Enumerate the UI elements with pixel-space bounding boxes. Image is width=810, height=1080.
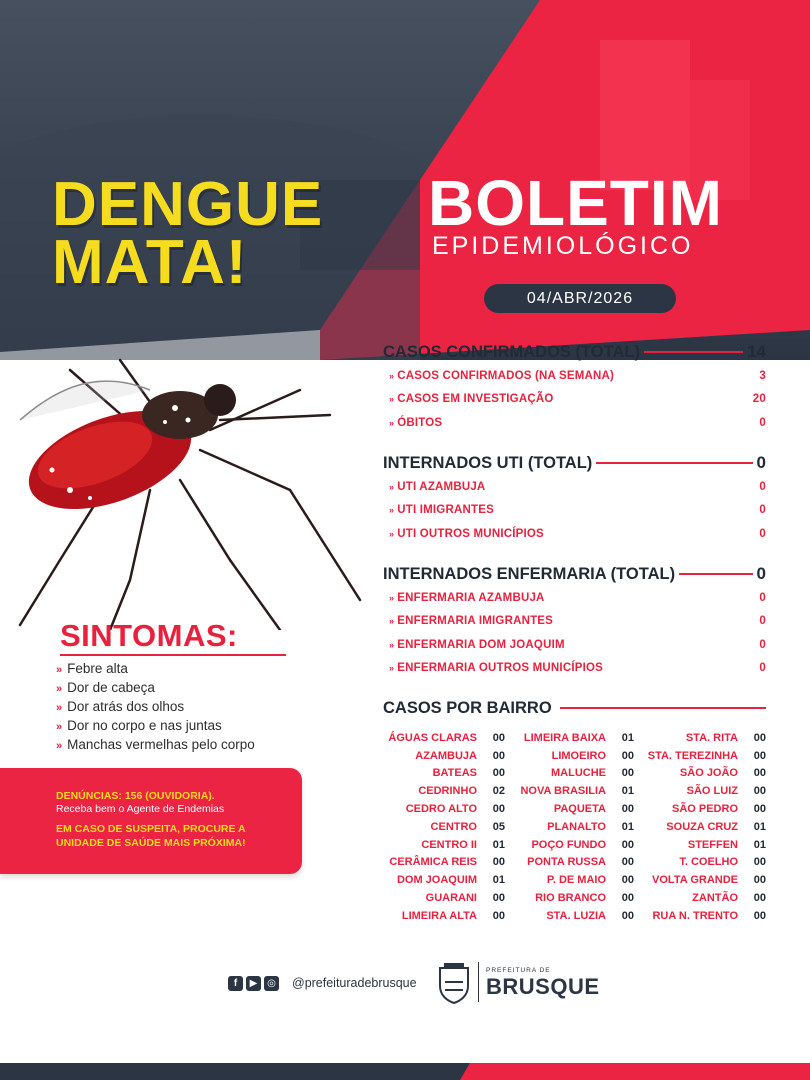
bairro-row [636,747,766,765]
bairro-row [636,889,766,907]
bairros-title-rule [560,707,766,709]
bairro-count: 00 [621,874,634,887]
bairro-count: 00 [621,803,634,816]
stat-sub-value: 0 [759,661,766,674]
symptom-text: Dor de cabeça [67,680,155,695]
youtube-icon[interactable]: ▶ [246,976,261,991]
bairro-name: SÃO PEDRO [671,803,738,816]
bairro-count: 00 [492,803,505,816]
bullet-marker: » [389,528,395,539]
bairro-row [508,800,634,818]
bairro-count: 00 [621,767,634,780]
stat-total-row [383,452,766,474]
bairro-count: 00 [753,892,766,905]
bairro-row [375,818,505,836]
stat-total-rule [679,573,752,575]
bairro-count: 01 [753,838,766,851]
bairro-name: T. COELHO [679,856,738,869]
symptom-text: Dor no corpo e nas juntas [67,718,222,733]
bairro-name: CENTRO II [421,838,477,851]
bairros-column [375,729,505,925]
bulletin-subtitle: EPIDEMIOLÓGICO [432,232,694,260]
bairro-row [508,729,634,747]
footer-divider [478,962,479,1002]
bairro-name: VOLTA GRANDE [652,874,738,887]
bairro-row [636,907,766,925]
bairro-count: 00 [621,856,634,869]
stat-sub-row [389,479,766,495]
bairro-row [375,907,505,925]
stat-sub-value: 0 [759,527,766,540]
bairro-row [375,747,505,765]
bairro-count: 05 [492,820,505,833]
stat-sub-row [389,637,766,653]
bairro-name: SÃO LUIZ [686,785,738,798]
bairro-count: 00 [753,785,766,798]
bairro-name: PAQUETA [553,803,606,816]
bullet-marker: » [56,683,63,695]
stat-total-value: 0 [756,564,766,583]
bairro-name: GUARANI [425,892,477,905]
stat-sub-value: 0 [759,481,766,493]
stat-sub-label-wrap [389,592,545,604]
bairro-name: ÁGUAS CLARAS [388,731,477,744]
bullet-marker: » [389,371,395,381]
bairro-name: AZAMBUJA [415,749,477,762]
bairro-count: 00 [621,838,634,851]
bairro-name: DOM JOAQUIM [396,874,477,887]
stat-sub-label: ÓBITOS [397,416,443,429]
bairro-name: ZANTÃO [692,892,738,905]
stat-sub-label-wrap [389,393,554,405]
stat-sub-label-wrap [389,639,565,651]
bairro-row [508,818,634,836]
stat-total-row [383,341,766,363]
stat-sub-row [389,415,766,431]
bairro-name: RIO BRANCO [535,892,606,905]
bairro-row [636,800,766,818]
bairro-count: 00 [621,909,634,922]
bairro-count: 01 [753,820,766,833]
bairro-row [375,836,505,854]
symptom-text: Febre alta [67,661,128,676]
bairro-row [636,782,766,800]
bairro-count: 00 [492,909,505,922]
brusque-crest-icon [436,962,472,1004]
bairro-name: PLANALTO [547,820,606,833]
bairro-name: CERÂMICA REIS [389,856,477,869]
bairro-count: 00 [753,749,766,762]
bairro-name: STEFFEN [687,838,738,851]
stat-sub-label: ENFERMARIA IMIGRANTES [397,615,554,628]
bairro-count: 02 [492,785,505,798]
bairro-name: SOUZA CRUZ [666,820,738,833]
symptom-item [56,717,255,736]
bairro-name: STA. LUZIA [546,909,606,922]
stat-sub-label-wrap [389,417,442,429]
bullet-marker: » [56,664,63,676]
bairro-count: 00 [753,731,766,744]
symptom-item [56,679,255,698]
stat-sub-value: 20 [752,393,766,406]
bullet-marker: » [389,616,395,627]
symptoms-divider [60,654,286,656]
stat-sub-value: 0 [759,592,766,604]
bairro-count: 00 [492,731,505,744]
bairro-count: 00 [492,892,505,905]
bairro-row [508,889,634,907]
bottom-band [0,1063,810,1080]
stat-sub-label: ENFERMARIA DOM JOAQUIM [397,638,565,651]
bairro-count: 00 [753,856,766,869]
bairro-name: MALUCHE [551,767,606,780]
bairro-name: SÃO JOÃO [679,767,738,780]
bairro-name: BATEAS [432,767,477,780]
bairro-count: 01 [492,874,505,887]
stat-sub-row [389,368,766,384]
bullet-marker: » [56,721,63,733]
stat-sub-label-wrap [389,504,494,516]
bairro-count: 00 [492,767,505,780]
symptom-item [56,660,255,679]
symptoms-list [56,660,255,755]
bullet-marker: » [56,740,63,752]
bullet-marker: » [56,702,63,714]
bairro-count: 01 [492,838,505,851]
bairro-name: NOVA BRASILIA [520,785,606,798]
social-icons [228,976,279,991]
bairro-count: 00 [753,909,766,922]
bairro-count: 00 [753,874,766,887]
bairro-name: PONTA RUSSA [527,856,606,869]
bullet-marker: » [389,394,395,405]
bairro-name: STA. RITA [685,731,738,744]
stat-sub-value: 0 [759,615,766,628]
stat-sub-value: 0 [759,416,766,429]
bairro-count: 00 [621,892,634,905]
bairro-row [375,854,505,872]
bairro-name: P. DE MAIO [546,874,606,887]
bairro-name: LIMEIRA ALTA [401,909,477,922]
facebook-icon[interactable]: f [228,976,243,991]
symptom-text: Manchas vermelhas pelo corpo [67,737,255,752]
symptoms-title: SINTOMAS: [60,618,238,653]
instagram-icon[interactable]: ◎ [264,976,279,991]
stat-total-rule [644,351,743,353]
stat-sub-row [389,502,766,518]
info-box [0,768,302,874]
bullet-marker: » [389,639,395,650]
bairro-count: 00 [753,803,766,816]
stat-sub-row [389,613,766,629]
stat-sub-label: ENFERMARIA OUTROS MUNICÍPIOS [397,661,604,674]
bairro-row [636,854,766,872]
bairro-name: CENTRO [430,820,477,833]
bairro-count: 00 [492,749,505,762]
bulletin-date: 04/ABR/2026 [484,284,676,313]
bairro-count: 00 [621,749,634,762]
bairro-count: 00 [492,856,505,869]
stat-total-rule [596,462,752,464]
bairro-row [508,765,634,783]
bulletin-title: BOLETIM [428,167,723,239]
stat-sub-row [389,590,766,606]
bairro-row [375,800,505,818]
stat-total-label: INTERNADOS ENFERMARIA (TOTAL) [383,564,676,583]
headline-line-2: MATA! [52,228,248,297]
stat-total-row [383,563,766,585]
bairro-row [508,836,634,854]
bairros-column [636,729,766,925]
stat-sub-label: CASOS CONFIRMADOS (NA SEMANA) [397,370,615,382]
stat-sub-label-wrap [389,615,553,627]
bairro-row [636,836,766,854]
stat-sub-row [389,660,766,676]
headline [52,170,324,297]
stat-total-value: 14 [747,342,766,361]
bairro-row [508,871,634,889]
stat-sub-row [389,391,766,407]
stat-total-label: INTERNADOS UTI (TOTAL) [383,453,593,472]
bairro-name: STA. TEREZINHA [647,749,738,762]
symptom-text: Dor atrás dos olhos [67,699,185,714]
stat-sub-value: 0 [759,504,766,517]
bairro-name: LIMOEIRO [551,749,606,762]
social-handle: @prefeituradebrusque [292,976,417,990]
symptom-item [56,698,255,717]
stat-sub-label-wrap [389,528,544,540]
stat-sub-label: UTI OUTROS MUNICÍPIOS [397,527,544,540]
bullet-marker: » [389,593,395,603]
bairro-row [375,729,505,747]
bairro-row [375,782,505,800]
stat-total-label: CASOS CONFIRMADOS (TOTAL) [383,342,640,361]
bairro-row [636,871,766,889]
stat-sub-value: 3 [759,370,766,382]
bairro-row [636,818,766,836]
bairro-count: 01 [621,785,634,798]
stat-sub-label-wrap [389,370,614,382]
stat-sub-label: CASOS EM INVESTIGAÇÃO [397,393,554,406]
agente-text: Receba bem o Agente de Endemias [56,803,225,815]
bairro-count: 00 [753,767,766,780]
denuncias-text: DENÚNCIAS: 156 (OUVIDORIA). [56,790,215,802]
bullet-marker: » [389,417,395,428]
bairro-row [375,889,505,907]
bairros-column [508,729,634,925]
mosquito-illustration [0,330,380,630]
stat-sub-label-wrap [389,481,485,493]
bairro-row [375,765,505,783]
symptom-item [56,736,255,755]
stat-sub-label: ENFERMARIA AZAMBUJA [397,592,545,604]
stat-sub-label: UTI IMIGRANTES [397,504,494,517]
bairro-row [375,871,505,889]
stat-sub-value: 0 [759,638,766,651]
bairro-name: LIMEIRA BAIXA [523,731,606,744]
bairro-count: 01 [621,820,634,833]
bairro-name: CEDRINHO [418,785,477,798]
brusque-logo-text: BRUSQUE [486,974,600,999]
stat-sub-row [389,526,766,542]
bairros-title [383,697,766,719]
bairro-name: POÇO FUNDO [531,838,606,851]
bairro-name: CEDRO ALTO [405,803,477,816]
stat-sub-label-wrap [389,662,603,674]
bairros-title-label: CASOS POR BAIRRO [383,698,552,717]
bairro-name: RUA N. TRENTO [652,909,738,922]
bairro-row [636,729,766,747]
bullet-marker: » [389,482,395,492]
bairro-row [636,765,766,783]
stat-sub-label: UTI AZAMBUJA [397,481,486,493]
bairro-row [508,854,634,872]
bairro-row [508,782,634,800]
bullet-marker: » [389,505,395,516]
bairro-row [508,907,634,925]
bairro-count: 01 [621,731,634,744]
bairro-row [508,747,634,765]
prefeitura-label: PREFEITURA DE [486,967,551,974]
headline-line-1: DENGUE [52,170,324,239]
suspeita-text: EM CASO DE SUSPEITA, PROCURE A UNIDADE DE SAÚDE MAIS PRÓXIMA! [56,823,246,849]
stat-total-value: 0 [756,453,766,472]
bullet-marker: » [389,662,395,673]
